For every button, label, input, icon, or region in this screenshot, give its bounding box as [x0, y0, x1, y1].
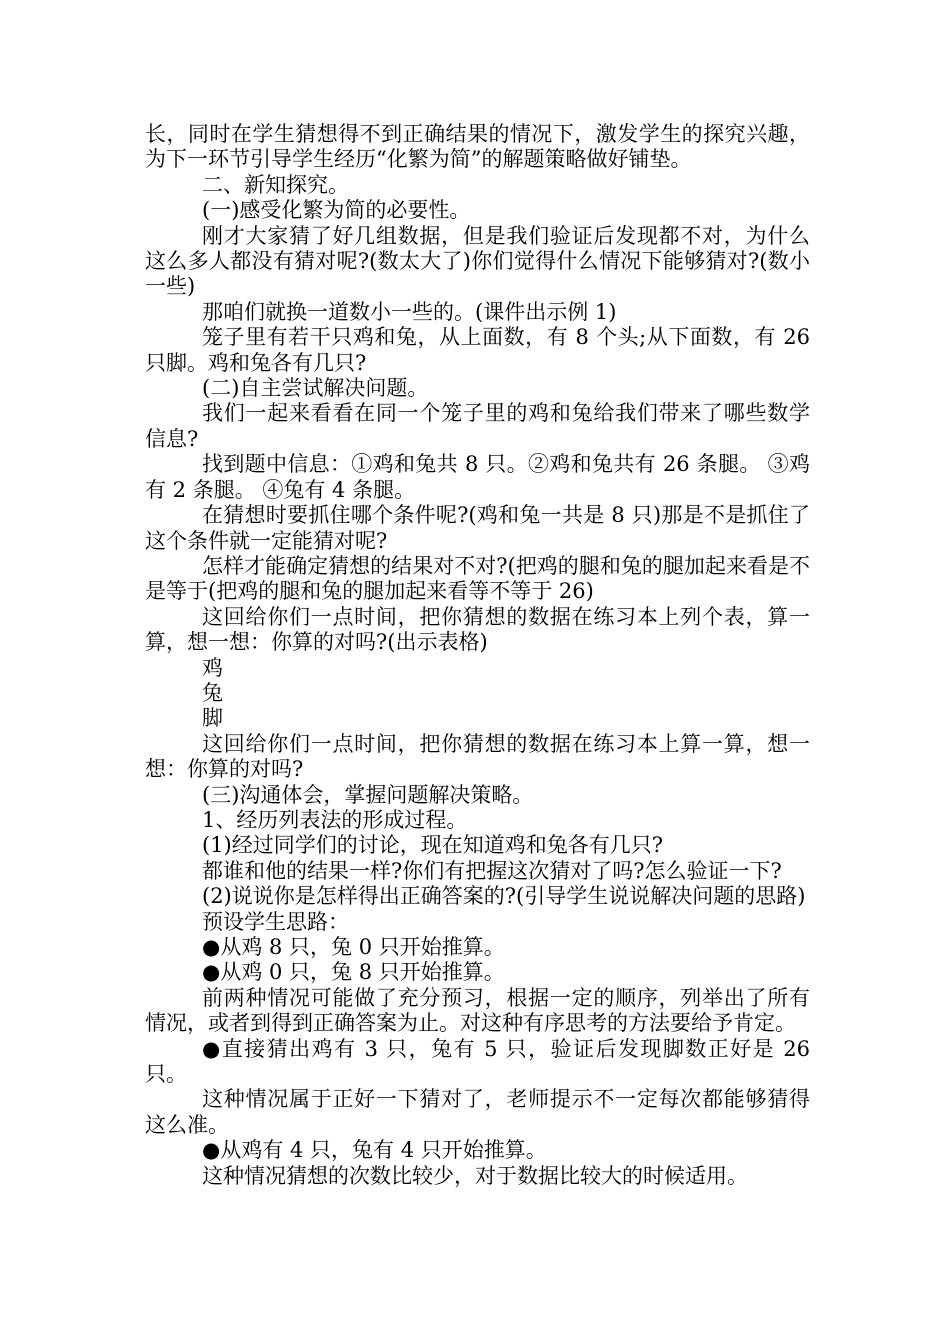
body-paragraph: 脚 [202, 706, 223, 731]
body-paragraph: ●从鸡 8 只，兔 0 只开始推算。 [202, 935, 505, 959]
body-paragraph: ●直接猜出鸡有 3 只，兔有 5 只，验证后发现脚数正好是 26只。 [145, 1036, 810, 1087]
body-paragraph: (一)感受化繁为简的必要性。 [202, 198, 471, 223]
body-paragraph: 前两种情况可能做了充分预习，根据一定的顺序，列举出了所有情况，或者到得到正确答案为止。对这种有序思考的方法要给予肯定。 [145, 985, 810, 1036]
body-paragraph: 那咱们就换一道数小一些的。(课件出示例 1) [202, 299, 617, 324]
body-paragraph: 这回给你们一点时间，把你猜想的数据在练习本上算一算，想一想：你算的对吗? [145, 731, 810, 782]
body-paragraph: 兔 [202, 680, 223, 705]
body-paragraph: 笼子里有若干只鸡和兔，从上面数，有 8 个头;从下面数，有 26 只脚。鸡和兔各有几只? [145, 325, 810, 375]
body-paragraph: 怎样才能确定猜想的结果对不对?(把鸡的腿和兔的腿加起来看是不是等于(把鸡的腿和兔的腿加起来看等不等于 26) [145, 553, 810, 604]
document-page [145, 122, 810, 1189]
body-paragraph: (二)自主尝试解决问题。 [202, 376, 429, 401]
body-paragraph: 这回给你们一点时间，把你猜想的数据在练习本上列个表，算一算，想一想：你算的对吗?(出示表格) [145, 604, 810, 655]
body-paragraph: 1、经历列表法的形成过程。 [202, 807, 468, 832]
body-paragraph: (2)说说你是怎样得出正确答案的?(引导学生说说解决问题的思路) [202, 884, 806, 909]
body-paragraph: 我们一起来看看在同一个笼子里的鸡和兔给我们带来了哪些数学信息? [145, 401, 810, 451]
body-paragraph: 预设学生思路： [202, 909, 349, 934]
body-paragraph: 这种情况属于正好一下猜对了，老师提示不一定每次都能够猜得这么准。 [145, 1087, 810, 1137]
body-paragraph: (1)经过同学们的讨论，现在知道鸡和兔各有几只? [202, 833, 664, 858]
body-paragraph: 二、新知探究。 [202, 172, 349, 197]
body-paragraph: ●从鸡 0 只，兔 8 只开始推算。 [202, 960, 505, 985]
body-paragraph: (三)沟通体会，掌握问题解决策略。 [202, 782, 534, 807]
body-paragraph: 刚才大家猜了好几组数据，但是我们验证后发现都不对，为什么这么多人都没有猜对呢?(数太大了)你们觉得什么情况下能够猜对?(数小一些) [145, 223, 810, 299]
body-paragraph: 这种情况猜想的次数比较少，对于数据比较大的时候适用。 [202, 1163, 748, 1188]
body-paragraph: 都谁和他的结果一样?你们有把握这次猜对了吗?怎么验证一下? [202, 858, 782, 883]
body-paragraph: 在猜想时要抓住哪个条件呢?(鸡和兔一共是 8 只)那是不是抓住了这个条件就一定能猜对呢? [145, 503, 810, 553]
body-paragraph: 长，同时在学生猜想得不到正确结果的情况下，激发学生的探究兴趣，为下一环节引导学生经历“化繁为简”的解题策略做好铺垫。 [145, 122, 810, 172]
body-paragraph: 找到题中信息：①鸡和兔共 8 只。②鸡和兔共有 26 条腿。 ③鸡有 2 条腿。 ④兔有 4 条腿。 [145, 452, 810, 502]
body-paragraph: ●从鸡有 4 只，兔有 4 只开始推算。 [202, 1138, 547, 1163]
body-paragraph: 鸡 [202, 655, 223, 680]
